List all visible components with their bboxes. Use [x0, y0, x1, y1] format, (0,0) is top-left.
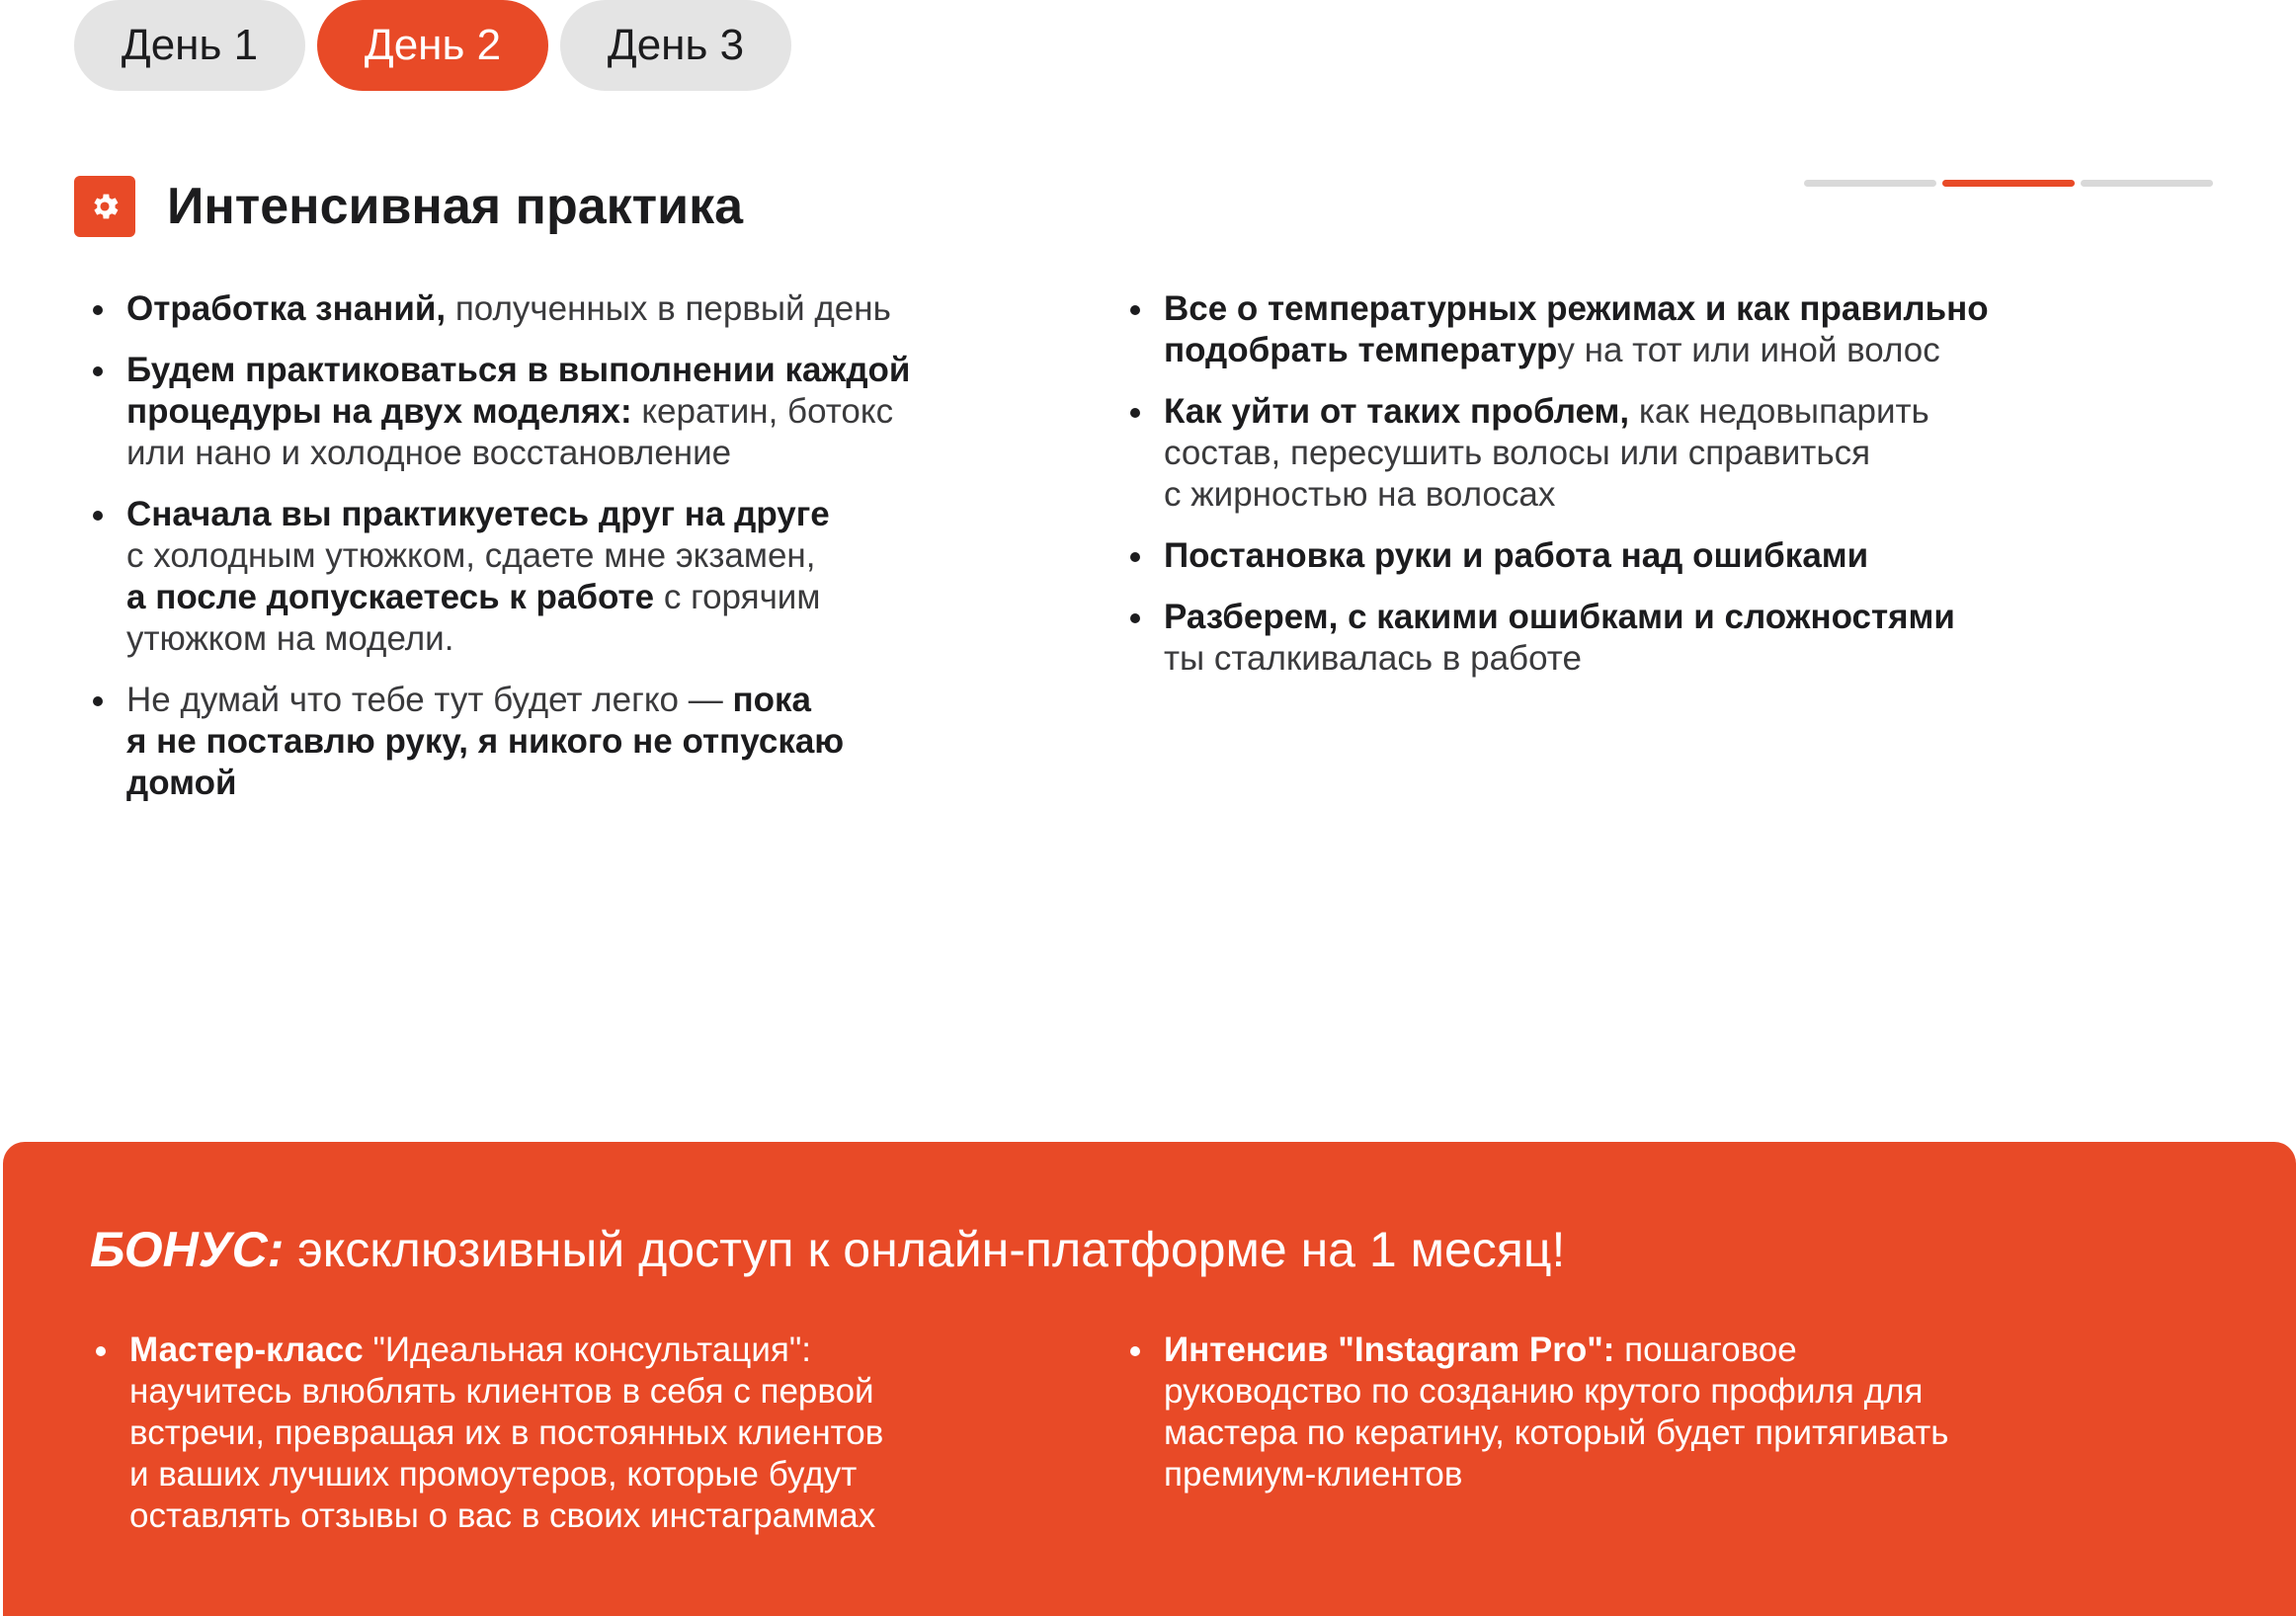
bonus-panel [3, 1142, 2296, 1616]
tab-day-1[interactable]: День 1 [74, 0, 305, 91]
progress-segment-active [1942, 180, 2075, 187]
list-item: Не думай что тебе тут будет легко — пока я не поставлю руку, я никого не отпускаю домой [89, 680, 978, 804]
progress-segment [1804, 180, 1936, 187]
section-title: Интенсивная практика [167, 178, 744, 235]
list-item: Как уйти от таких проблем, как недовыпарить состав, пересушить волосы или справиться с жирностью на волосах [1126, 391, 2015, 516]
section-header [74, 176, 743, 237]
practice-list-right [1126, 288, 2015, 699]
list-item: Постановка руки и работа над ошибками [1126, 535, 2015, 577]
tab-day-2[interactable]: День 2 [317, 0, 548, 91]
bonus-list-left [92, 1330, 1001, 1557]
list-item: Разберем, с какими ошибками и сложностями ты сталкивалась в работе [1126, 597, 2015, 680]
tab-day-3[interactable]: День 3 [560, 0, 791, 91]
list-item: Сначала вы практикуетесь друг на друге с холодным утюжком, сдаете мне экзамен, а после допускаетесь к работе с горячим утюжком на модели. [89, 494, 978, 660]
bonus-title: БОНУС: эксклюзивный доступ к онлайн-платформе на 1 месяц! [90, 1222, 1566, 1277]
list-item: Отработка знаний, полученных в первый день [89, 288, 978, 330]
bonus-list-right [1126, 1330, 2075, 1515]
progress-segment [2081, 180, 2213, 187]
list-item: Все о температурных режимах и как правильно подобрать температуру на тот или иной волос [1126, 288, 2015, 371]
day-tabs [74, 0, 791, 91]
step-progress [1804, 180, 2213, 187]
list-item: Интенсив "Instagram Pro": пошаговое руководство по созданию крутого профиля для мастера по кератину, который будет притягивать премиум-клиентов [1126, 1330, 2075, 1495]
list-item: Будем практиковаться в выполнении каждой процедуры на двух моделях: кератин, ботокс или нано и холодное восстановление [89, 350, 978, 474]
list-item: Мастер-класс "Идеальная консультация": научитесь влюблять клиентов в себя с первой встречи, превращая их в постоянных клиентов и ваших лучших промоутеров, которые будут оставлять отзывы о вас в своих инстаграммах [92, 1330, 1001, 1537]
practice-list-left [89, 288, 978, 824]
gear-icon [74, 176, 135, 237]
